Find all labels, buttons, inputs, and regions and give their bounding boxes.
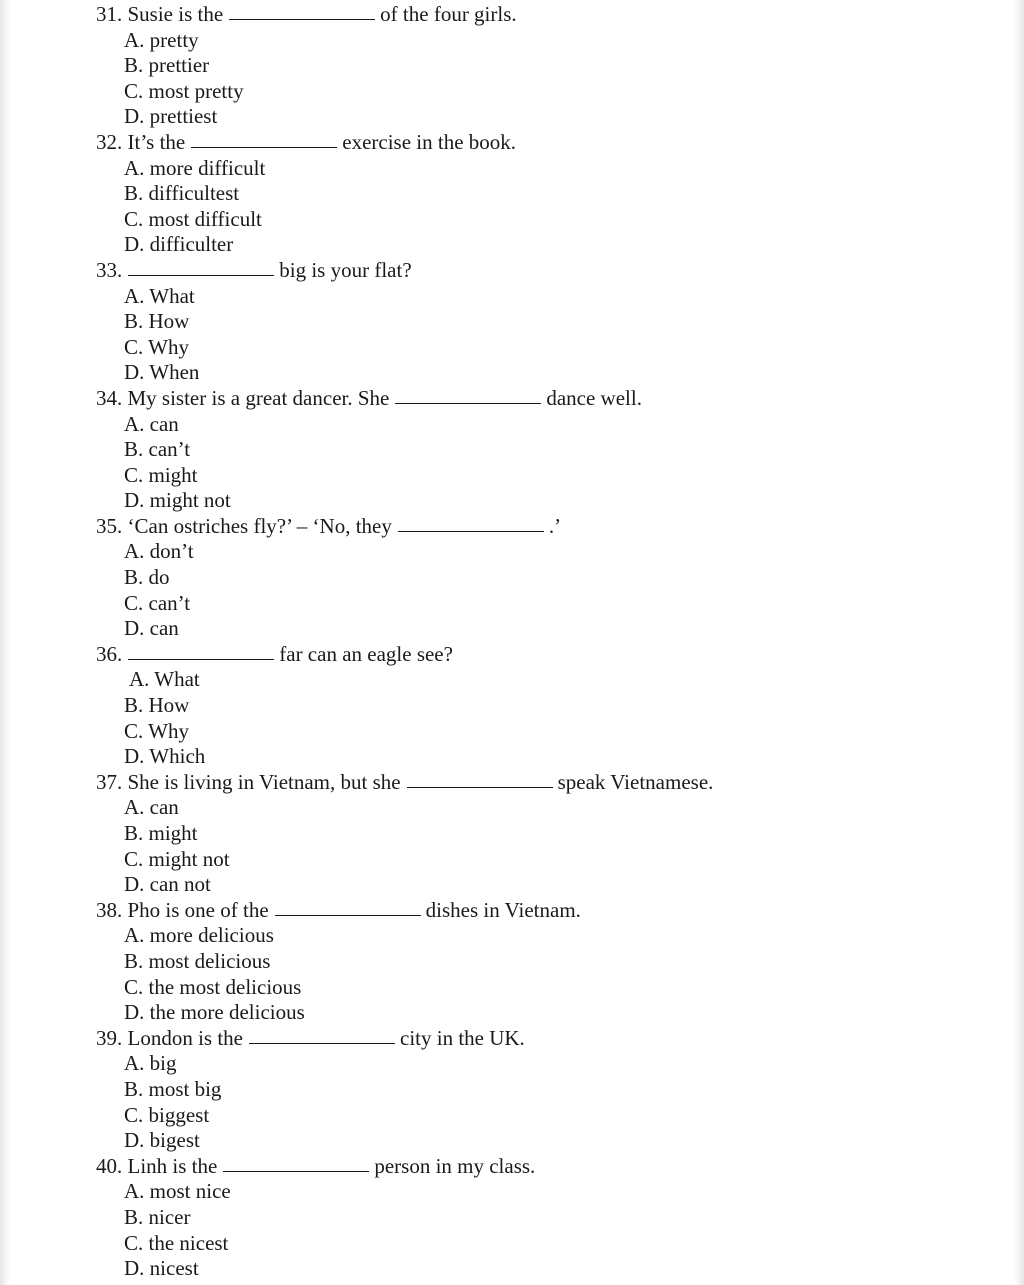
answer-blank[interactable] [395,385,541,404]
question-40 [96,1154,996,1282]
option-b[interactable]: B. difficultest [124,181,240,206]
option-c[interactable]: C. might [124,462,198,487]
question-number: 36. [96,641,123,666]
answer-blank[interactable] [223,1153,369,1172]
page-edge-shadow-right [1014,0,1024,1285]
option-a[interactable]: A. can [124,795,179,820]
question-stem [96,898,996,924]
question-stem [96,642,996,668]
option-b[interactable]: B. might [124,821,198,845]
answer-blank[interactable] [128,257,274,276]
answer-blank[interactable] [229,1,375,20]
question-text-after: big is your flat? [279,257,412,282]
option-d[interactable]: D. prettiest [124,104,218,129]
question-stem [96,1154,996,1180]
question-text-before: Linh is the [127,1153,218,1178]
worksheet [96,2,996,1282]
option-c[interactable]: C. the nicest [124,1230,229,1255]
question-text-before: Susie is the [127,2,224,26]
option-b[interactable]: B. most delicious [124,948,271,973]
question-text-after: city in the UK. [400,1025,525,1050]
question-stem [96,2,996,28]
option-c[interactable]: C. Why [124,718,189,743]
question-text-after: far can an eagle see? [279,641,453,666]
question-number: 39. [96,1025,123,1050]
question-text-after: speak Vietnamese. [557,769,714,794]
option-c[interactable]: C. the most delicious [124,974,302,999]
question-text-after: exercise in the book. [342,129,517,154]
question-number: 31. [96,2,123,26]
question-number: 40. [96,1153,123,1178]
question-stem [96,130,996,156]
option-d[interactable]: D. can not [124,872,211,897]
option-a[interactable]: A. What [124,283,195,308]
question-stem [96,514,996,540]
option-b[interactable]: B. can’t [124,437,191,462]
option-b[interactable]: B. nicer [124,1204,191,1229]
question-text-before: ‘Can ostriches fly?’ – ‘No, they [127,513,392,538]
question-32 [96,130,996,258]
option-d[interactable]: D. bigest [124,1128,200,1153]
question-text-after: person in my class. [374,1153,536,1178]
option-a[interactable]: A. big [124,1051,177,1076]
question-text-before: It’s the [127,129,186,154]
option-c[interactable]: C. might not [124,846,230,871]
question-37 [96,770,996,898]
option-a[interactable]: A. most nice [124,1179,231,1204]
answer-blank[interactable] [398,513,544,532]
question-39 [96,1026,996,1154]
option-d[interactable]: D. When [124,360,200,385]
answer-blank[interactable] [128,641,274,660]
answer-blank[interactable] [407,769,553,788]
question-stem [96,1026,996,1052]
option-d[interactable]: D. the more delicious [124,1000,305,1025]
option-c[interactable]: C. can’t [124,590,191,615]
answer-blank[interactable] [275,897,421,916]
option-a[interactable]: A. What [129,667,200,692]
question-text-before: Pho is one of the [127,897,269,922]
option-d[interactable]: D. might not [124,488,231,513]
question-36 [96,642,996,770]
question-stem [96,770,996,796]
question-38 [96,898,996,1026]
option-c[interactable]: C. most difficult [124,206,262,231]
answer-blank[interactable] [249,1025,395,1044]
question-35 [96,514,996,642]
answer-blank[interactable] [191,129,337,148]
option-d[interactable]: D. can [124,616,179,641]
question-text-after: of the four girls. [380,2,517,26]
option-b[interactable]: B. do [124,565,170,590]
option-b[interactable]: B. How [124,309,190,334]
question-33 [96,258,996,386]
question-stem [96,386,996,412]
question-number: 35. [96,513,123,538]
question-stem [96,258,996,284]
question-text-before: My sister is a great dancer. She [127,385,390,410]
question-text-after: .’ [548,513,562,538]
question-text-before: She is living in Vietnam, but she [127,769,401,794]
question-31 [96,2,996,130]
option-c[interactable]: C. Why [124,334,189,359]
question-number: 33. [96,257,123,282]
question-number: 34. [96,385,123,410]
question-number: 38. [96,897,123,922]
question-text-after: dance well. [546,385,642,410]
question-number: 37. [96,769,123,794]
option-b[interactable]: B. prettier [124,53,210,78]
option-c[interactable]: C. biggest [124,1102,210,1127]
option-a[interactable]: A. can [124,411,179,436]
question-number: 32. [96,129,123,154]
question-text-before: London is the [127,1025,243,1050]
option-a[interactable]: A. pretty [124,27,199,52]
option-a[interactable]: A. don’t [124,539,194,564]
question-text-after: dishes in Vietnam. [425,897,581,922]
option-a[interactable]: A. more delicious [124,923,274,948]
option-b[interactable]: B. most big [124,1076,222,1101]
question-34 [96,386,996,514]
option-b[interactable]: B. How [124,693,190,718]
option-d[interactable]: D. nicest [124,1256,199,1281]
option-d[interactable]: D. Which [124,744,206,769]
option-c[interactable]: C. most pretty [124,78,244,103]
option-a[interactable]: A. more difficult [124,155,266,180]
page-edge-shadow-left [0,0,10,1285]
option-d[interactable]: D. difficulter [124,232,234,257]
